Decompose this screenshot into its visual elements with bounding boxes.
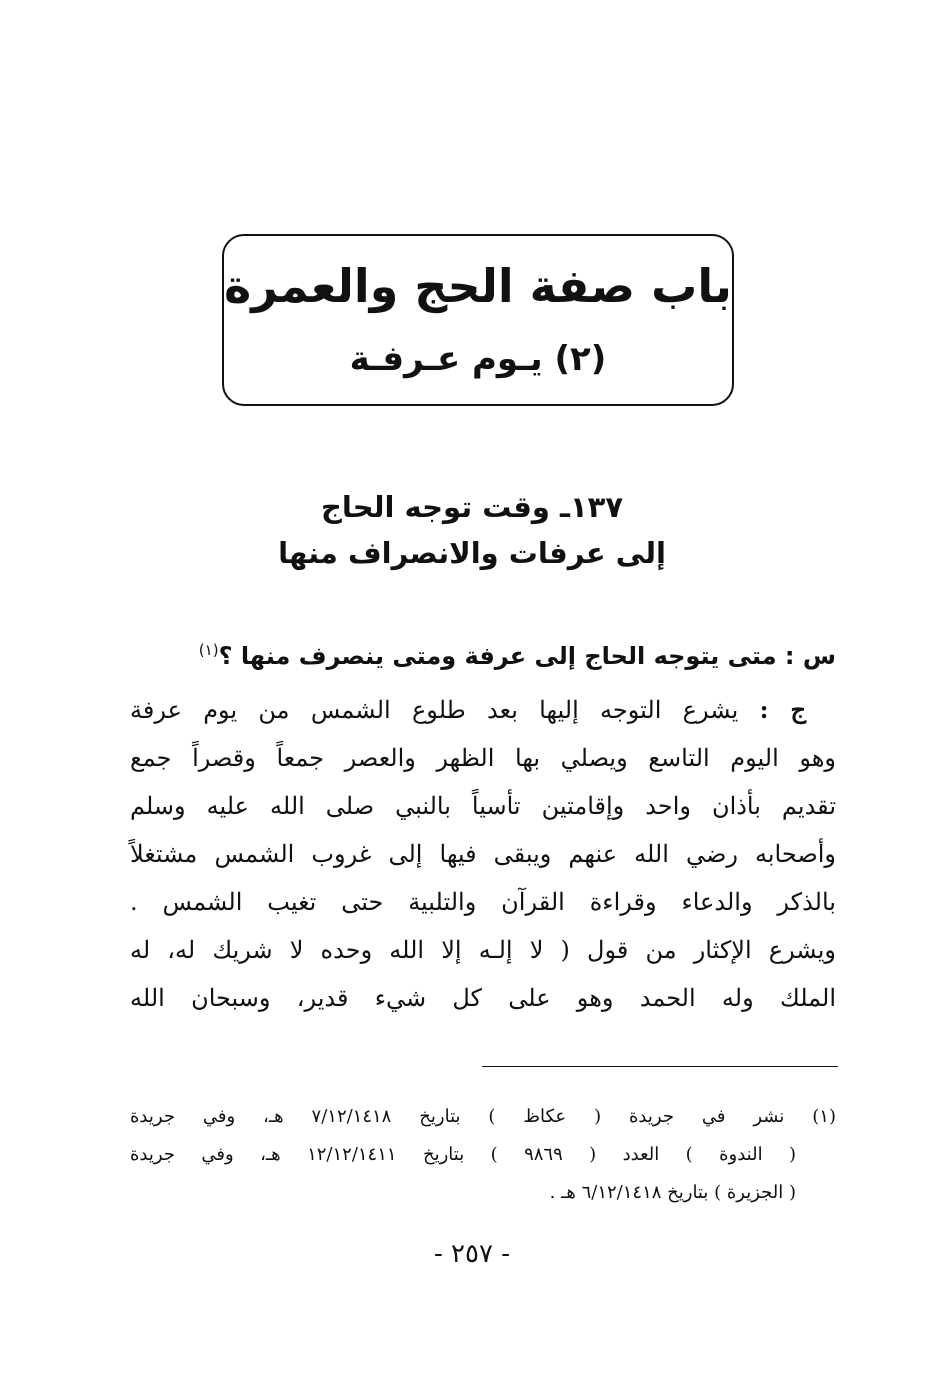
answer-line: تقديم بأذان واحد وإقامتين تأسياً بالنبي صلى الله عليه وسلم xyxy=(130,792,836,820)
question-text: س : متى يتوجه الحاج إلى عرفة ومتى ينصرف منها ؟ xyxy=(218,642,836,670)
footnote-divider xyxy=(482,1066,838,1067)
section-heading-line: إلى عرفات والانصراف منها xyxy=(278,536,666,570)
answer-line-text: يشرع التوجه إليها بعد طلوع الشمس من يوم عرفة xyxy=(130,696,739,724)
section-heading xyxy=(130,484,814,576)
answer-line: وأصحابه رضي الله عنهم ويبقى فيها إلى غروب الشمس مشتغلاً xyxy=(130,840,836,868)
chapter-title-box xyxy=(222,234,734,406)
footnote-line: (١) نشر في جريدة ( عكاظ ) بتاريخ ٧/١٢/١٤١٨ هـ، وفي جريدة xyxy=(130,1106,836,1127)
answer-line: ويشرع الإكثار من قول ( لا إلـه إلا الله وحده لا شريك له، له xyxy=(130,936,836,964)
section-heading-line: ١٣٧ـ وقت توجه الحاج xyxy=(320,490,624,524)
footnote-line: ( الندوة ) العدد ( ٩٨٦٩ ) بتاريخ ١٢/١٢/١٤١١ هـ، وفي جريدة xyxy=(130,1144,797,1165)
question-paragraph xyxy=(130,630,836,676)
answer-line: الملك وله الحمد وهو على كل شيء قدير، وسبحان الله xyxy=(130,984,836,1012)
answer-label: ج : xyxy=(759,695,806,724)
chapter-title: باب صفة الحج والعمرة xyxy=(224,259,732,313)
page-number: - ٢٥٧ - xyxy=(433,1239,511,1269)
answer-paragraph xyxy=(130,686,836,1022)
footnote-reference: (١) xyxy=(198,641,219,659)
answer-line: وهو اليوم التاسع ويصلي بها الظهر والعصر جمعاً وقصراً جمع xyxy=(130,744,836,772)
chapter-subtitle: (٢) يـوم عـرفـة xyxy=(349,339,607,379)
answer-line: بالذكر والدعاء وقراءة القرآن والتلبية حتى تغيب الشمس . xyxy=(130,888,836,916)
answer-line xyxy=(130,686,836,734)
footnotes xyxy=(130,1098,836,1212)
footnote-line: ( الجزيرة ) بتاريخ ٦/١٢/١٤١٨ هـ . xyxy=(549,1182,796,1203)
